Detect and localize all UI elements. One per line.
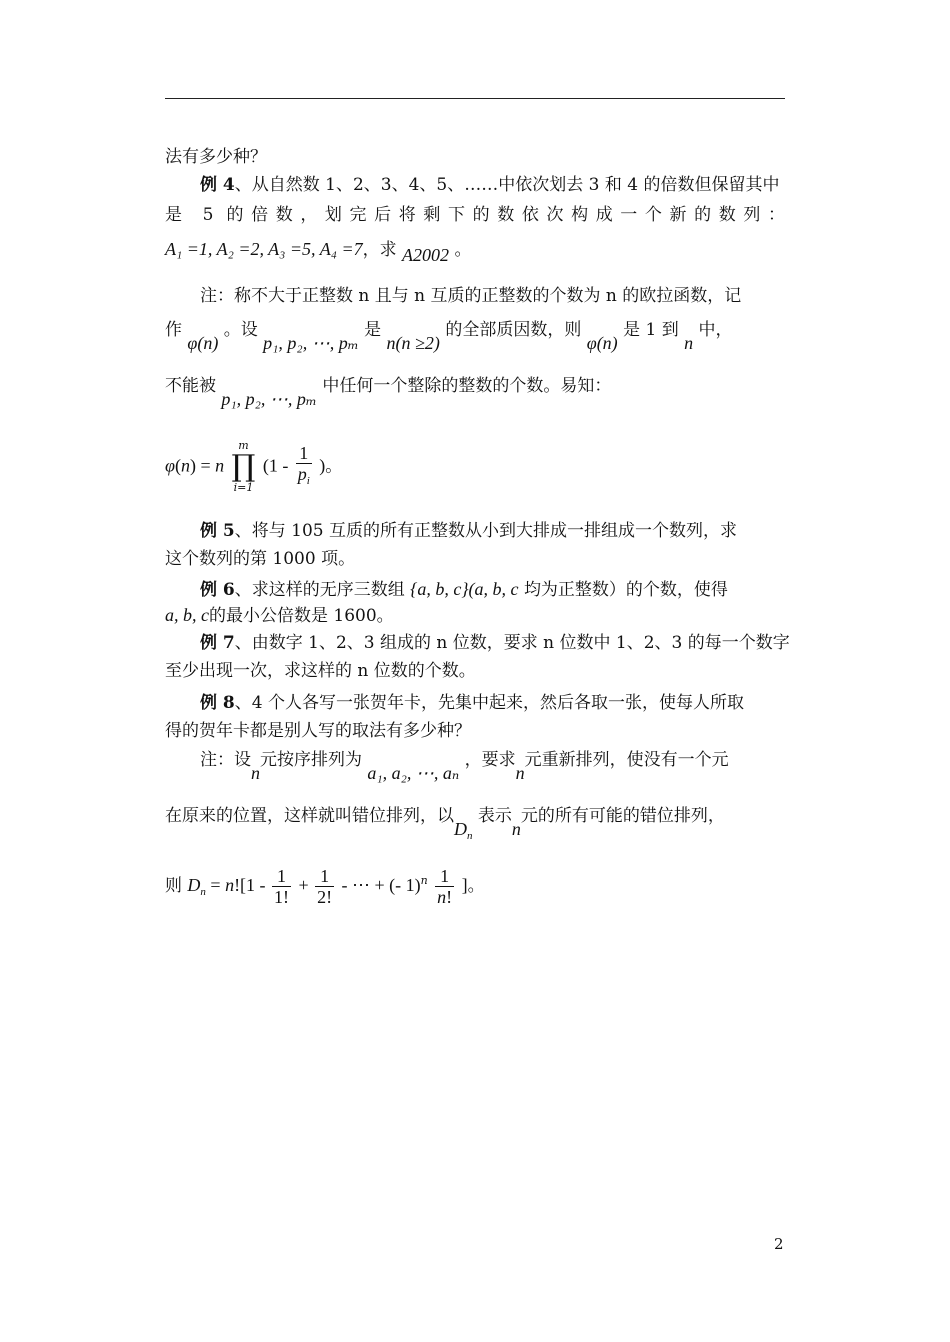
- example-8-line-1: 例 8、4 个人各写一张贺年卡，先集中起来，然后各取一张，使每人所取: [200, 693, 744, 713]
- text-line: 法有多少种？: [165, 147, 267, 167]
- derangement-formula: 则 $D_n = n![1$ - $\frac{1}{1!}$ + $\frac{1}{2!}$ - ⋯ + (- 1)$^n$ $\frac{1}{n!}$ ]。: [165, 866, 485, 907]
- example-5-line-1: 例 5、将与 105 互质的所有正整数从小到大排成一排组成一个数列，求: [200, 521, 738, 541]
- sequence-formula: A₁ =1, A₂ =2, A₃ =5, A₄ =7: [165, 239, 363, 259]
- note-2-line-2: 在原来的位置，这样就叫错位排列，以$D_n$ 表示n元的所有可能的错位排列，: [165, 806, 725, 842]
- fraction-1-over-pi: $\frac{1}{p_i}$: [297, 443, 310, 487]
- example-8-line-2: 得的贺年卡都是别人写的取法有多少种？: [165, 721, 471, 741]
- page-number: 2: [774, 1235, 784, 1253]
- phi-n: φ(n): [187, 333, 219, 353]
- n-condition: n(n ≥2): [386, 333, 440, 353]
- example-7-line-1: 例 7、由数字 1、2、3 组成的 n 位数，要求 n 位数中 1、2、3 的每一个数字: [200, 633, 790, 653]
- primes-list-2: p₁, p₂, ⋯, pₘ: [221, 389, 317, 409]
- product-symbol: m ∏ i=1: [231, 439, 256, 494]
- example-4-line-1: 例 4、从自然数 1、2、3、4、5、……中依次划去 3 和 4 的倍数但保留其中: [200, 175, 780, 195]
- note-1-line-3: 不能被 p₁, p₂, ⋯, pₘ 中任何一个整除的整数的个数。易知：: [165, 376, 612, 409]
- note-2-line-1: 注：设n元按序排列为 a₁, a₂, ⋯, aₙ ，要求n元重新排列，使没有一个元: [200, 750, 729, 783]
- note-1-line-1: 注：称不大于正整数 n 且与 n 互质的正整数的个数为 n 的欧拉函数，记: [200, 286, 742, 306]
- example-4-line-2: 是 5 的倍数，划完后将剩下的数依次构成一个新的数列：: [165, 205, 785, 225]
- euler-formula: φ(n) = n m ∏ i=1 (1 - $\frac{1}{p_i}$ )。: [165, 439, 343, 494]
- target-term: A2002: [402, 245, 450, 265]
- example-6-line-1: 例 6、求这样的无序三数组 {a, b, c}(a, b, c 均为正整数）的个数，使得: [200, 579, 728, 600]
- example-5-line-2: 这个数列的第 1000 项。: [165, 549, 356, 569]
- example-7-line-2: 至少出现一次，求这样的 n 位数的个数。: [165, 661, 476, 681]
- example-6-line-2: a, b, c的最小公倍数是 1600。: [165, 605, 394, 626]
- note-1-line-2: 作 φ(n) 。设 p₁, p₂, ⋯, pₘ 是 n(n ≥2) 的全部质因数，则 φ(n) 是 1 到 n 中，: [165, 320, 733, 353]
- example-4-line-3: A₁ =1, A₂ =2, A₃ =5, A₄ =7，求 A2002 。: [165, 239, 472, 265]
- a-sequence: a₁, a₂, ⋯, aₙ: [367, 763, 460, 783]
- primes-list: p₁, p₂, ⋯, pₘ: [263, 333, 359, 353]
- phi-n-2: φ(n): [586, 333, 618, 353]
- header-rule: [165, 98, 785, 99]
